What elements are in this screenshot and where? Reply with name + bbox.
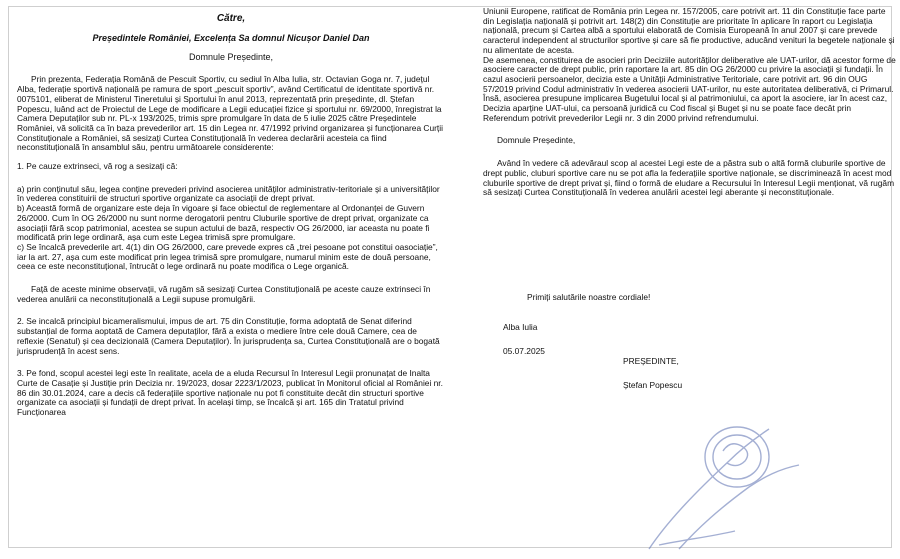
signature-stroke-2	[679, 465, 799, 549]
date: 05.07.2025	[503, 346, 545, 356]
signature-stroke-1	[649, 429, 769, 549]
stamp-inner-circle	[713, 435, 761, 479]
point-a: a) prin conținutul său, legea conține prevederi privind asocierea unităților administrativ-teritoriale și a universităților în vederea constituirii de structuri sportive organizate ca asociații de drept privat.	[17, 183, 440, 204]
place: Alba Iulia	[503, 322, 538, 332]
observations-paragraph: Față de aceste minime observații, vă rugăm să sesizați Curtea Constituțională pe aceste cauze extrinseci în vederea anulării ca neconstituțională a Legii supuse promulgării.	[17, 284, 431, 304]
section-2: 2. Se incalcă principiul bicameralismului, impus de art. 75 din Constituție, forma adoptată de Senat diferind substanțial de forma aoptată de Camera deputaților, fără a exista o mediere între cele două Camere, cea de reflexie (Senatul) și cea decizională (Camera Deputaților). În jurisprudența sa, Curtea Constituțională are o bogată jurisprudență în acest sens.	[17, 316, 440, 356]
continuation-paragraph: Uniunii Europene, ratificat de România prin Legea nr. 157/2005, care potrivit art. 11 din Constituție face parte din Legislația națională și potrivit art. 148(2) din Constituție are prioritate în aplicare în raport cu Legislația națională, precum și Cartea albă a sportului elaborată de Comisia Europeană în anul 2007 și care prevede caracterul independent al structurilor sportive și care să fie productive, aducând venituri la begetele naționale și nu alimentate de acesta.	[483, 6, 895, 55]
section-3: 3. Pe fond, scopul acestei legi este în realitate, acela de a eluda Recursul în Interesul Legii pronunațat de Inalta Curte de Casație și Justiție prin Decizia nr. 19/2023, dosar 2223/1/2023, publicat în Monitorul oficial al României nr. 86 din 30.01.2024, care a decis că federațiile sportive naționale nu pot fi constituite decât din structuri sportive organizate ca asociații și fundații de drept privat. În același timp, se încalcă și art. 165 din Tratatul privind Funcționarea	[17, 368, 443, 418]
signer-name: Ștefan Popescu	[623, 380, 683, 390]
right-column	[483, 7, 897, 198]
signature-stamp-graphic	[639, 399, 809, 559]
signer-title: PREȘEDINTE,	[623, 356, 679, 366]
conclusion-paragraph: Având în vedere că adevăraul scop al acestei Legi este de a păstra sub o altă formă cluburile sportive de drept public, cluburi sportive care nu se pot afla la federațiile sportive naționale, se discriminează în acest mod cluburile sportive de drept privat și, fiind o formă de eludare a Recursului în Interesul Legii menționat, vă rugăm să sesizați Curtea Constituțională în vederea anulării acestei legi aberante și neconstituționale.	[483, 158, 895, 198]
intro-paragraph: Prin prezenta, Federația Română de Pescuit Sportiv, cu sediul în Alba Iulia, str. Octavian Goga nr. 7, județul Alba, federație sportivă națională pe ramura de sport „pescuit sportiv”, având Certificatul de identitate sportivă nr. 0075101, eliberat de Ministerul Tineretului și Sportului în anul 2013, reprezentată prin președinte, dl. Ștefan Popescu, luând act de Proiectul de Lege de modificare a Legii educației fizice și sportului nr. 69/2000, înregistrat la Camera Deputaților sub nr. PL-x 193/2025, trimis spre promulgare în data de 5 iulie 2025 către Președintele României, vă solicită ca în baza prevederilor art. 15 din Legea nr. 47/1992 privind organizarea și funcționarea Curții Constituționale a României, să sesizați Curtea Constituțională în vederea declarării acesteia ca fiind neconstituțională în ansamblul său, pentru următoarele considerente:	[17, 74, 443, 153]
document-page	[8, 6, 896, 548]
salutation-2: Domnule Președinte,	[497, 135, 576, 146]
closing-line: Primiți salutările noastre cordiale!	[527, 292, 651, 302]
salutation: Domnule Președinte,	[188, 51, 274, 62]
point-b: b) Această formă de organizare este deja în vigoare și face obiectul de reglementare al Ordonanței de Guvern 26/2000. Cum în OG 26/2000 nu sunt norme derogatorii pentru Cluburile sportive de drept privat, organizate ca asociații fără scop patrimonial, acestea se supun actului de bază, respectiv OG 26/2000, iar aceasta nu poate fi modificată prin lege ordinară, așa cum este Legea trimisă spre promulgare.	[17, 203, 430, 243]
left-column	[17, 7, 445, 418]
letter-heading: Către,	[216, 13, 246, 24]
section-1-title: 1. Pe cauze extrinseci, vă rog a sesizați că:	[17, 161, 178, 172]
associations-paragraph: De asemenea, constituirea de asocieri prin Deciziile autorităților deliberative ale UAT-urilor, dă acestor forme de asociere caracter de drept public, prin raportare la art. 85 din OG 26/2000 cu privire la asociații și fundații. În cazul asocierii persoanelor, decizia este a Unității Administrative Teritoriale, care potrivit art. 96 din OUG 57/2019 privind Codul administrativ în vederea asocierii UAT-urilor, nu este autoritatea deliberativă, ci Primarul. Însă, asocierea presupune implicarea Bugetului local și al patrimoniului, ca aport la asociere, iar în acest caz, Decizia aparține UAT-ului, ca persoană juridică cu Cod fiscal și Buget și nu se poate face decât prin Referendum potrivit prevederilor Legii nr. 3 din 2000 privind refrendumului.	[483, 54, 896, 123]
signature-stroke-3	[659, 531, 735, 545]
addressee: Președintele României, Excelența Sa domnul Nicușor Daniel Dan	[92, 33, 370, 43]
point-c: c) Se încalcă prevederile art. 4(1) din OG 26/2000, care prevede expres că „trei pesoane pot constitui oasociație”, iar la art. 27, așa cum este modificat prin legea trimisă spre promulgare, numarul minim este de două persoane, ceea ce este neconstituțional, întrucât o lege ordinară nu poate modifica o Lege organică.	[17, 241, 438, 272]
